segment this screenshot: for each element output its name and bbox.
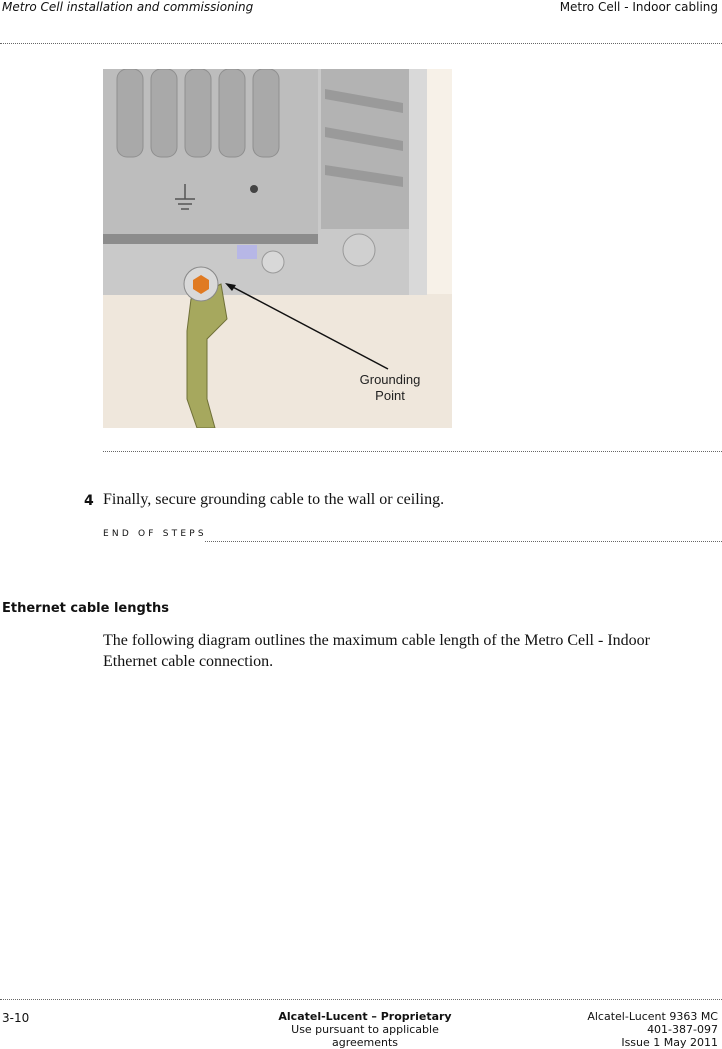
callout-label-line2: Point bbox=[375, 388, 405, 403]
grounding-illustration-svg bbox=[103, 69, 452, 428]
section-heading: Ethernet cable lengths bbox=[2, 601, 170, 616]
end-of-steps-divider bbox=[205, 541, 722, 542]
footer-divider bbox=[0, 999, 722, 1000]
callout-label-line1: Grounding bbox=[359, 372, 421, 387]
footer-product: Alcatel-Lucent 9363 MC bbox=[587, 1010, 718, 1023]
page-number: 3-10 bbox=[2, 1011, 30, 1025]
end-of-steps-label: END OF STEPS bbox=[103, 529, 207, 539]
footer-center bbox=[270, 1010, 460, 1049]
step-text: Finally, secure grounding cable to the wall or ceiling. bbox=[103, 491, 445, 508]
section-body-line1: The following diagram outlines the maximum cable length of the Metro Cell - Indoor bbox=[103, 632, 650, 649]
footer-issue: Issue 1 May 2011 bbox=[621, 1036, 718, 1049]
connector-blue bbox=[237, 245, 257, 259]
header-divider bbox=[0, 43, 722, 44]
enclosure-edge bbox=[409, 69, 427, 295]
floor-area bbox=[103, 294, 452, 428]
running-header-right: Metro Cell - Indoor cabling bbox=[559, 0, 718, 14]
bolt-large bbox=[343, 234, 375, 266]
cooling-fins bbox=[321, 69, 409, 229]
bolt-small bbox=[262, 251, 284, 273]
footer-proprietary: Alcatel-Lucent – Proprietary bbox=[278, 1010, 452, 1023]
section-body bbox=[103, 630, 703, 672]
vent-slots bbox=[117, 69, 279, 157]
enclosure-ledge bbox=[103, 234, 318, 244]
running-header-left: Metro Cell installation and commissioning bbox=[2, 0, 254, 14]
step-number: 4 bbox=[84, 493, 94, 509]
footer-agreements: Use pursuant to applicable agreements bbox=[291, 1023, 439, 1049]
footer-doc-number: 401-387-097 bbox=[647, 1023, 718, 1036]
step-divider-top bbox=[103, 451, 722, 452]
grounding-point-illustration bbox=[103, 69, 452, 428]
screw-hole bbox=[250, 185, 258, 193]
footer-right bbox=[587, 1010, 718, 1049]
section-body-line2: Ethernet cable connection. bbox=[103, 653, 274, 670]
